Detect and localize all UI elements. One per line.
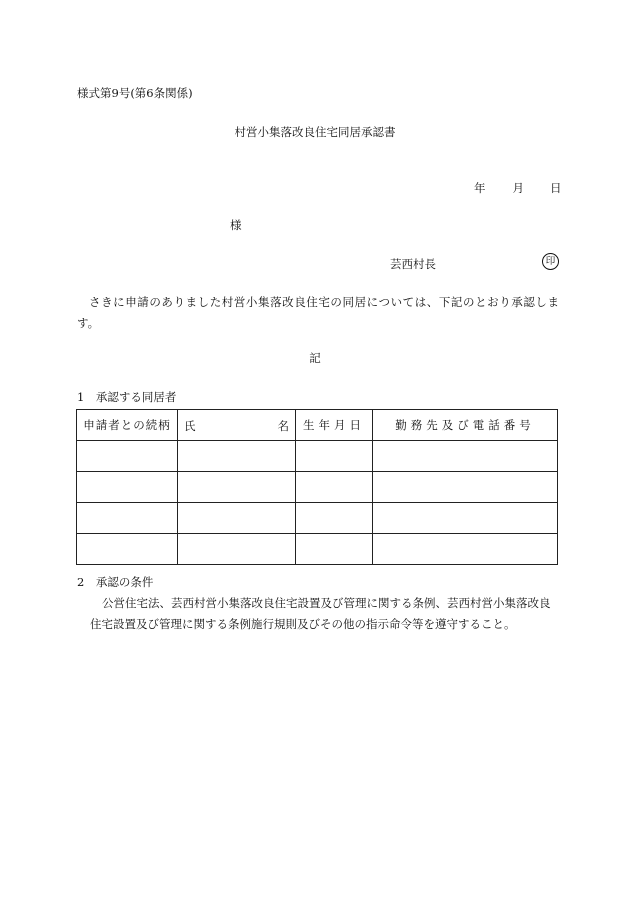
conditions-text: 公営住宅法、芸西村営小集落改良住宅設置及び管理に関する条例、芸西村営小集落改良住宅設置及び管理に関する条例施行規則及びその他の指示命令等を遵守すること。 [90,596,551,631]
table-cell [77,503,178,534]
header-workplace-phone: 勤務先及び電話番号 [373,410,558,441]
header-relationship: 申請者との続柄 [77,410,178,441]
table-row [77,472,558,503]
header-birthdate: 生年月日 [296,410,373,441]
date-line [474,180,562,196]
table-cell [77,441,178,472]
ki-heading: 記 [309,351,321,365]
body-text: さきに申請のありました村営小集落改良住宅の同居については、下記のとおり承認します。 [77,295,559,330]
table-body [77,441,558,565]
table-cell [178,441,296,472]
document-title: 村営小集落改良住宅同居承認書 [234,125,396,139]
table-row [77,441,558,472]
table-cell [373,441,558,472]
table-cell [373,534,558,565]
table-cell [296,472,373,503]
seal-mark: 印 [542,253,559,270]
table-header-row [77,410,558,441]
section1-heading: 1 承認する同居者 [77,390,177,404]
section2-heading: 2 承認の条件 [77,575,154,589]
date-month: 月 [512,181,524,195]
table-cell [178,503,296,534]
table-cell [296,503,373,534]
table-row [77,534,558,565]
table-cell [178,472,296,503]
addressee-suffix: 様 [230,218,242,232]
header-name-family: 名 [277,419,289,433]
table-cell [178,534,296,565]
date-year: 年 [474,181,486,195]
cohabitant-table [76,409,558,565]
table-row [77,503,558,534]
table-cell [373,472,558,503]
form-number: 様式第9号(第6条関係) [77,86,193,100]
table-cell [77,472,178,503]
header-name-given: 氏 [184,419,196,433]
table-cell [296,441,373,472]
table-cell [373,503,558,534]
table-cell [77,534,178,565]
issuer-name: 芸西村長 [390,257,436,271]
date-day: 日 [550,181,562,195]
header-name [178,410,296,441]
table-cell [296,534,373,565]
